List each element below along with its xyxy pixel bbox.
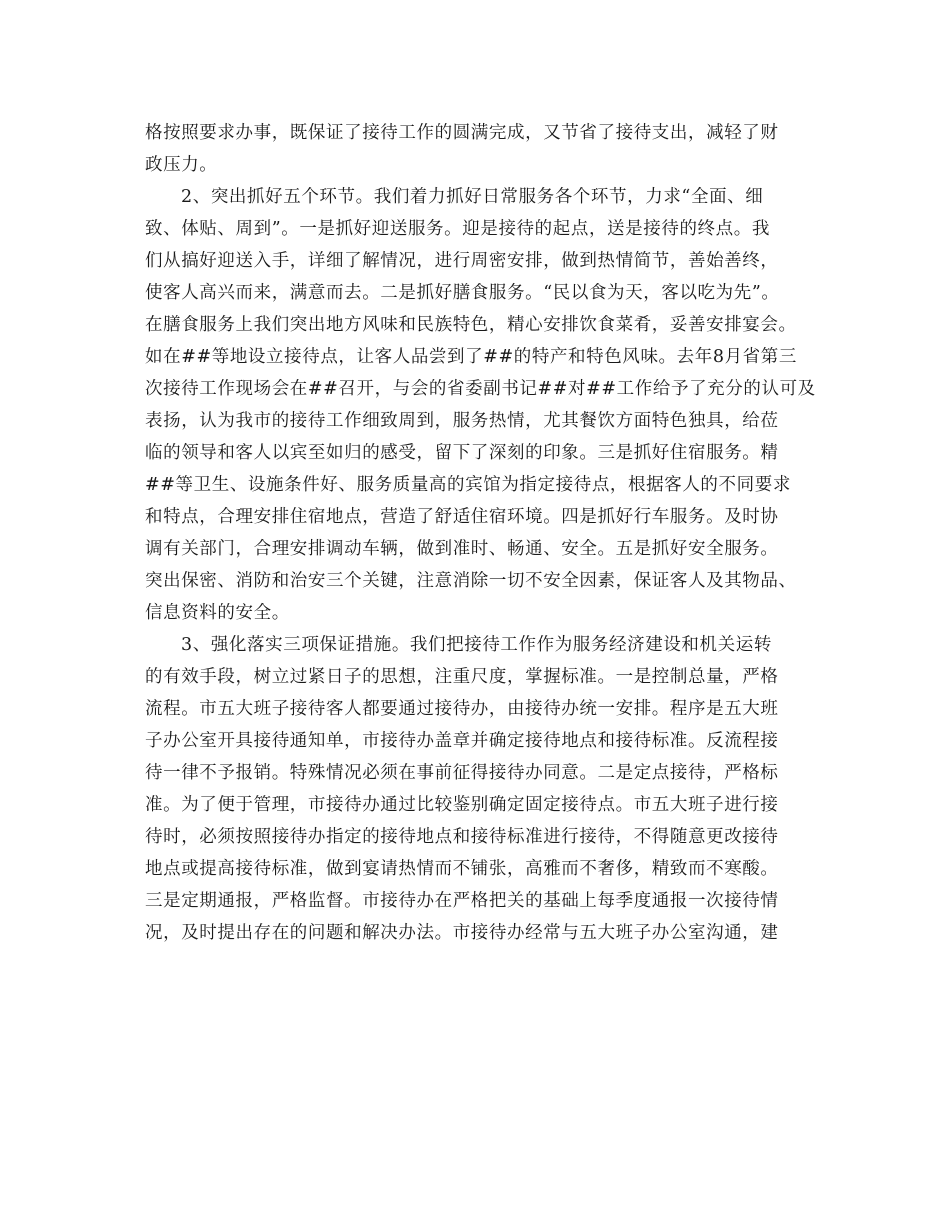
text-line: 信息资料的安全。 xyxy=(145,603,290,623)
text-line: 况，及时提出存在的问题和解决办法。市接待办经常与五大班子办公室沟通，建 xyxy=(145,923,779,943)
text-line: 和特点，合理安排住宿地点，营造了舒适住宿环境。四是抓好行车服务。及时协 xyxy=(145,507,779,527)
document-body xyxy=(145,117,815,949)
paragraph-start-line: 2、突出抓好五个环节。我们着力抓好日常服务各个环节，力求“全面、细 xyxy=(181,187,764,207)
text-line: 突出保密、消防和治安三个关键，注意消除一切不安全因素，保证客人及其物品、 xyxy=(145,571,797,591)
text-line: 次接待工作现场会在##召开，与会的省委副书记##对##工作给予了充分的认可及 xyxy=(145,379,816,399)
text-line: 的有效手段，树立过紧日子的思想，注重尺度，掌握标准。一是控制总量，严格 xyxy=(145,667,779,687)
text-line: 表扬，认为我市的接待工作细致周到，服务热情，尤其餐饮方面特色独具，给莅 xyxy=(145,411,779,431)
text-line: 待时，必须按照接待办指定的接待地点和接待标准进行接待，不得随意更改接待 xyxy=(145,827,779,847)
text-line: 在膳食服务上我们突出地方风味和民族特色，精心安排饮食菜肴，妥善安排宴会。 xyxy=(145,315,797,335)
text-line: 三是定期通报，严格监督。市接待办在严格把关的基础上每季度通报一次接待情 xyxy=(145,891,779,911)
text-line: 临的领导和客人以宾至如归的感受，留下了深刻的印象。三是抓好住宿服务。精 xyxy=(145,443,779,463)
text-line: 们从搞好迎送入手，详细了解情况，进行周密安排，做到热情简节，善始善终， xyxy=(145,251,779,271)
text-line: 使客人高兴而来，满意而去。二是抓好膳食服务。“民以食为天，客以吃为先”。 xyxy=(145,283,780,303)
text-line: 调有关部门，合理安排调动车辆，做到准时、畅通、安全。五是抓好安全服务。 xyxy=(145,539,779,559)
text-line: 流程。市五大班子接待客人都要通过接待办，由接待办统一安排。程序是五大班 xyxy=(145,699,779,719)
text-line: 如在##等地设立接待点，让客人品尝到了##的特产和特色风味。去年8月省第三 xyxy=(145,347,797,367)
text-line: 致、体贴、周到”。一是抓好迎送服务。迎是接待的起点，送是接待的终点。我 xyxy=(145,219,770,239)
text-line: 政压力。 xyxy=(145,155,218,175)
text-line: ##等卫生、设施条件好、服务质量高的宾馆为指定接待点，根据客人的不同要求 xyxy=(145,475,791,495)
paragraph-start-line: 3、强化落实三项保证措施。我们把接待工作作为服务经济建设和机关运转 xyxy=(181,635,772,655)
text-line: 准。为了便于管理，市接待办通过比较鉴别确定固定接待点。市五大班子进行接 xyxy=(145,795,779,815)
text-line: 子办公室开具接待通知单，市接待办盖章并确定接待地点和接待标准。反流程接 xyxy=(145,731,779,751)
text-line: 地点或提高接待标准，做到宴请热情而不铺张，高雅而不奢侈，精致而不寒酸。 xyxy=(145,859,779,879)
text-line: 待一律不予报销。特殊情况必须在事前征得接待办同意。二是定点接待，严格标 xyxy=(145,763,779,783)
text-line: 格按照要求办事，既保证了接待工作的圆满完成，又节省了接待支出，减轻了财 xyxy=(145,123,779,143)
